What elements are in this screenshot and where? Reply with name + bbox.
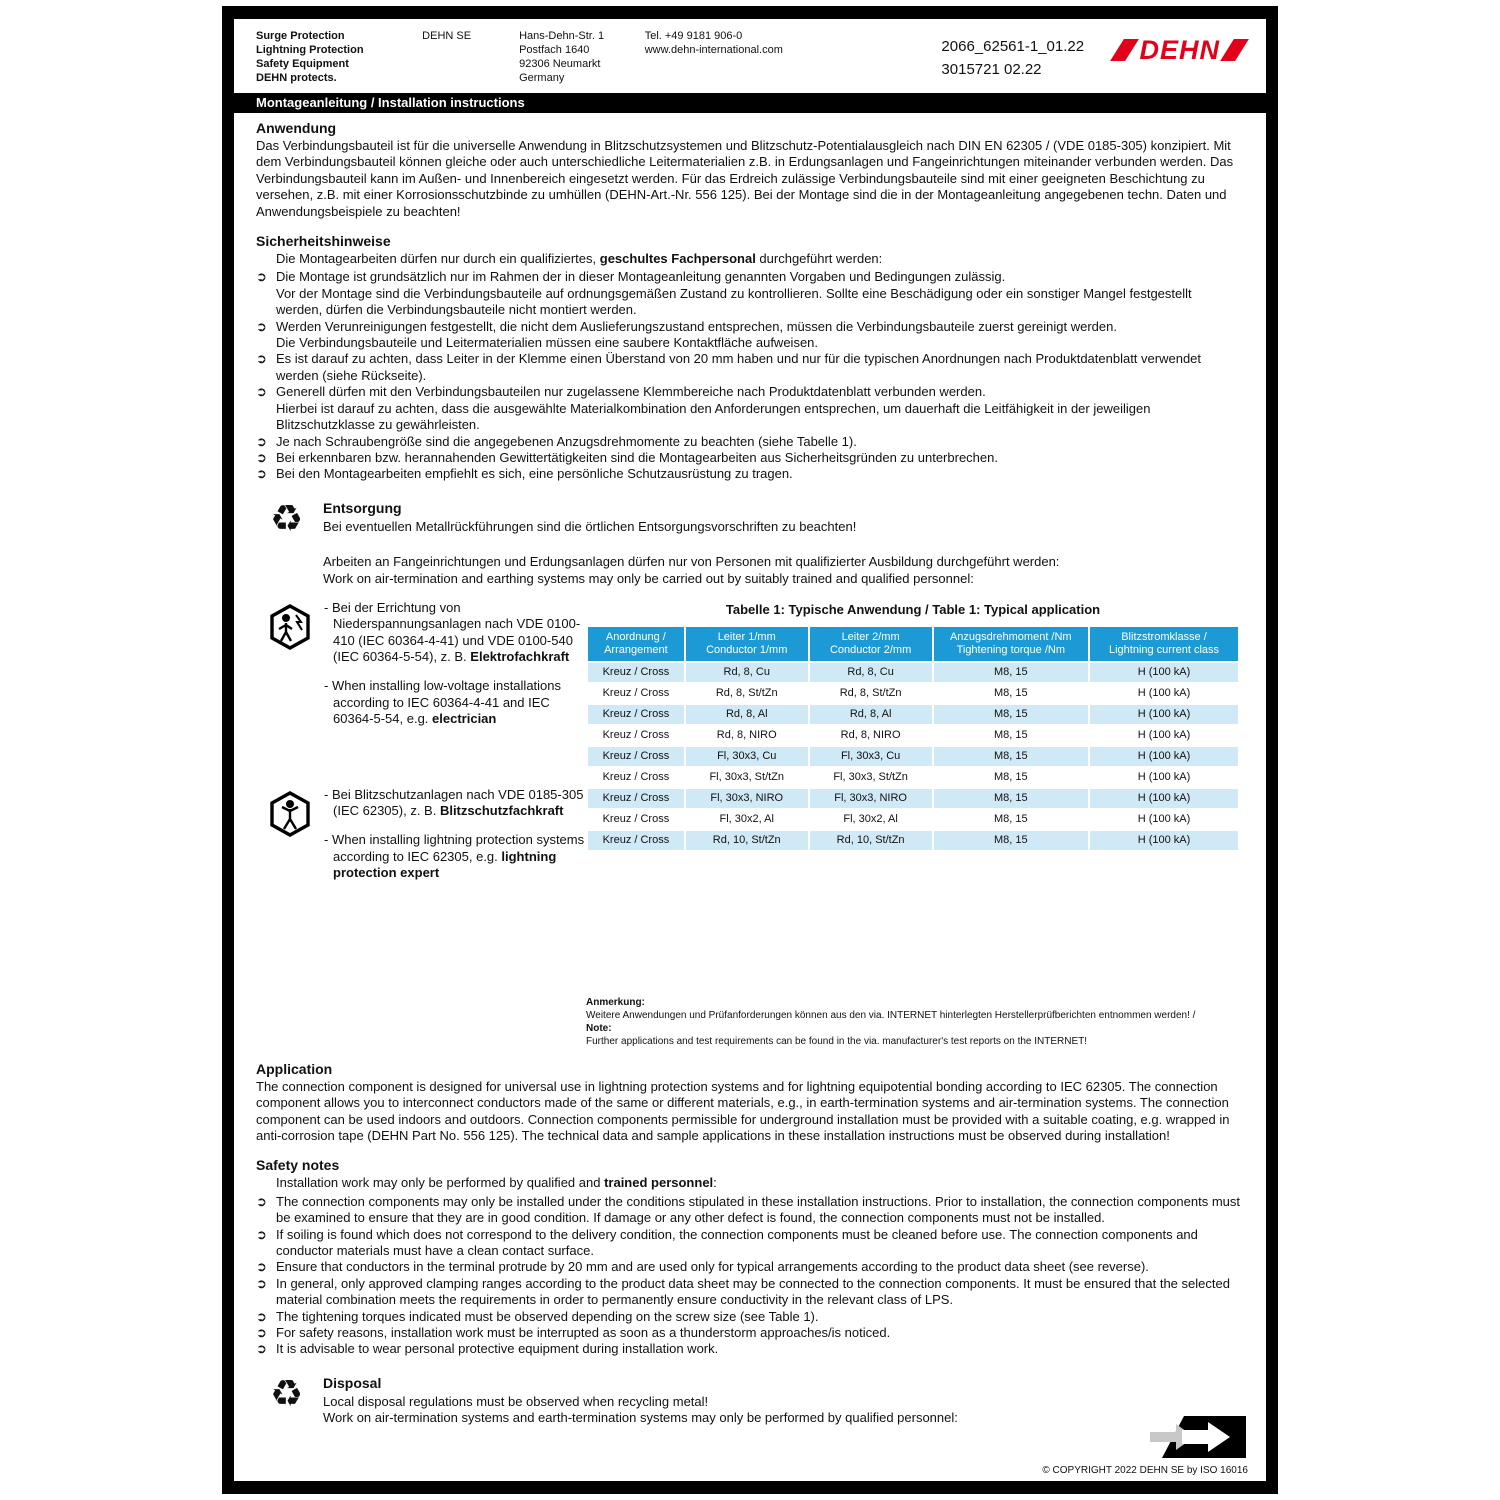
arrow-bullet-icon: ➲ xyxy=(256,1308,267,1324)
bullet-line: The connection components may only be installed under the conditions stipulated in these installation instructions. Prior to installation, the connection components must be examined to ensure that they are in good condition. If damage or any other defect is found, the connection components must not be installed. xyxy=(276,1193,1240,1226)
table-cell: H (100 kA) xyxy=(1089,809,1239,830)
bullet-text xyxy=(276,1194,1240,1227)
letterhead xyxy=(234,19,1266,85)
qualification-de-text: - Bei Blitzschutzanlagen nach VDE 0185-305 (IEC 62305), z. B. xyxy=(324,786,584,818)
bullet-line: Die Montage ist grundsätzlich nur im Rahmen der in dieser Montageanleitung genannten Vorgaben und Bedingungen zulässig. xyxy=(276,269,1006,285)
table-cell: Fl, 30x3, St/tZn xyxy=(685,767,809,788)
qualification-electrician xyxy=(268,600,586,741)
table-row xyxy=(587,830,1239,851)
bullet-line: Die Verbindungsbauteile und Leitermaterialien müssen eine saubere Kontaktfläche aufweisen. xyxy=(276,335,819,351)
bullet-item xyxy=(256,450,1240,466)
address-line: Hans-Dehn-Str. 1 xyxy=(519,30,605,42)
bullet-line: Vor der Montage sind die Verbindungsbauteile auf ordnungsgemäßen Zustand zu kontrollieren. Sollte eine Beschädigung oder ein sonstiger Mangel festgestellt werden, dürfen die Verbindungsbauteile nicht montiert werden. xyxy=(276,285,1192,318)
table-cell: M8, 15 xyxy=(933,662,1089,683)
tagline-line: Lightning Protection xyxy=(256,44,364,56)
table-row xyxy=(587,767,1239,788)
document-body xyxy=(234,120,1266,1427)
qualification-de xyxy=(324,600,586,666)
title-bar xyxy=(234,93,1266,113)
entsorgung-text: Bei eventuellen Metallrückführungen sind die örtlichen Entsorgungsvorschriften zu beachten! xyxy=(323,518,857,534)
arrow-bullet-icon: ➲ xyxy=(256,318,267,334)
table-cell: Kreuz / Cross xyxy=(587,767,685,788)
entsorgung-body xyxy=(323,498,856,540)
company-tagline xyxy=(256,29,422,85)
qualified-note-en: Work on air-termination and earthing systems may only be carried out by suitably trained and qualified personnel: xyxy=(323,570,974,586)
address-line: Germany xyxy=(519,72,565,84)
page-content xyxy=(234,19,1266,1481)
qualification-de xyxy=(324,787,586,820)
table-cell: Kreuz / Cross xyxy=(587,830,685,851)
table-cell: M8, 15 xyxy=(933,725,1089,746)
bullet-line: Generell dürfen mit den Verbindungsbauteilen nur zugelassene Klemmbereiche nach Produktdatenblatt verbunden werden. xyxy=(276,384,986,400)
table-cell: Rd, 8, St/tZn xyxy=(809,683,933,704)
bullet-line: Bei den Montagearbeiten empfiehlt es sich, eine persönliche Schutzausrüstung zu tragen. xyxy=(276,466,793,482)
bullet-line: It is advisable to wear personal protective equipment during installation work. xyxy=(276,1341,719,1357)
table-cell: Rd, 8, NIRO xyxy=(809,725,933,746)
bullet-text xyxy=(276,384,1240,433)
company-contact xyxy=(645,29,942,85)
table-cell: M8, 15 xyxy=(933,746,1089,767)
column-header: Leiter 2/mm Conductor 2/mm xyxy=(809,626,933,662)
qualifications-column xyxy=(256,600,586,1048)
table-row xyxy=(587,704,1239,725)
arrow-bullet-icon: ➲ xyxy=(256,1193,267,1209)
mid-section xyxy=(256,600,1240,1048)
electrician-symbol-icon xyxy=(268,600,314,741)
bullet-line: Werden Verunreinigungen festgestellt, die nicht dem Auslieferungszustand entsprechen, müssen die Verbindungsbauteile zuerst gereinigt werden. xyxy=(276,318,1117,334)
document-number: 2066_62561-1_01.22 xyxy=(941,38,1085,55)
table-cell: H (100 kA) xyxy=(1089,767,1239,788)
anmerkung-label-de: Anmerkung: xyxy=(586,996,645,1008)
dehn-logo xyxy=(1117,35,1242,65)
bullet-line: The tightening torques indicated must be observed depending on the screw size (see Table 1). xyxy=(276,1308,819,1324)
bullet-text xyxy=(276,466,1240,482)
application-paragraph: The connection component is designed for universal use in lightning protection systems and for lightning equipotential bonding according to IEC 62305. The connection component allows you to interconnect conductors made of the same or different materials, e.g., in earth-termination systems and air-termination systems. The connection component can be used indoors and outdoors. Connection components permissible for underground installation must be provided with a suitable coating, e.g. wrapped in anti-corrosion tape (DEHN Part No. 556 125). The technical data and sample applications in these installation instructions must be observed during installation! xyxy=(256,1078,1230,1143)
bullet-item xyxy=(256,1259,1240,1275)
address-line: 92306 Neumarkt xyxy=(519,58,601,70)
qualification-de-text: - Bei der Errichtung von Niederspannungsanlagen nach VDE 0100-410 (IEC 60364-4-41) und VDE 0100-540 (IEC 60364-5-54), z. B. xyxy=(324,599,581,664)
qualification-en xyxy=(324,832,586,881)
arrow-bullet-icon: ➲ xyxy=(256,1259,267,1275)
table-cell: H (100 kA) xyxy=(1089,725,1239,746)
logo-slash-icon xyxy=(1220,39,1249,61)
safety-bullet-list-de xyxy=(256,269,1240,482)
anmerkung-label-en: Note: xyxy=(586,1022,612,1034)
table-cell: H (100 kA) xyxy=(1089,704,1239,725)
entsorgung-section xyxy=(270,498,1240,540)
bullet-line: If soiling is found which does not correspond to the delivery condition, the connection components must be cleaned before use. The connection components and conductor materials must have a clean contact surface. xyxy=(276,1226,1198,1258)
bullet-line: Bei erkennbaren bzw. herannahenden Gewittertätigkeiten sind die Montagearbeiten aus Sicherheitsgründen zu unterbrechen. xyxy=(276,449,998,465)
tagline-line: Safety Equipment xyxy=(256,58,349,70)
bullet-item xyxy=(256,1194,1240,1227)
column-header: Leiter 1/mm Conductor 1/mm xyxy=(685,626,809,662)
qualification-de-bold: Elektrofachkraft xyxy=(470,648,570,664)
table-cell: M8, 15 xyxy=(933,809,1089,830)
section-heading-entsorgung: Entsorgung xyxy=(323,499,402,516)
anwendung-paragraph: Das Verbindungsbauteil ist für die universelle Anwendung in Blitzschutzsystemen und Blitzschutz-Potentialausgleich nach DIN EN 62305 / (VDE 0185-305) konzipiert. Mit dem Verbindungsbauteil können gleiche oder auch unterschiedliche Leitermaterialien z.B. in Erdungsanlagen und Fangeinrichtungen miteinander verbunden werden. Das Verbindungsbauteil kann im Außen- und Innenbereich eingesetzt werden. Für das Erdreich zulässige Verbindungsbauteile sind mit einer geeigneten Beschichtung zu versehen, z.B. mit einer Korrosionsschutzbinde zu umhüllen (DEHN-Art.-Nr. 556 125). Bei der Montage sind die in der Montageanleitung angegebenen techn. Daten und Anwendungsbeispiele zu beachten! xyxy=(256,138,1234,219)
bullet-item xyxy=(256,434,1240,450)
table-cell: M8, 15 xyxy=(933,704,1089,725)
copyright-text: © COPYRIGHT 2022 DEHN SE by ISO 16016 xyxy=(1042,1465,1248,1476)
table-header-row xyxy=(587,626,1239,662)
intro-text: durchgeführt werden: xyxy=(755,251,883,267)
phone-number: Tel. +49 9181 906-0 xyxy=(644,30,743,42)
bullet-item xyxy=(256,1309,1240,1325)
bullet-item xyxy=(256,269,1240,318)
table-cell: Rd, 8, NIRO xyxy=(685,725,809,746)
table-row xyxy=(587,683,1239,704)
table-cell: H (100 kA) xyxy=(1089,830,1239,851)
table-body xyxy=(587,662,1239,851)
table-row xyxy=(587,809,1239,830)
table-cell: Fl, 30x3, NIRO xyxy=(685,788,809,809)
table-cell: Rd, 8, St/tZn xyxy=(685,683,809,704)
sicherheitshinweise-intro xyxy=(256,251,1240,267)
qualification-en-bold: lightning protection expert xyxy=(333,848,557,881)
qualified-note-de: Arbeiten an Fangeinrichtungen und Erdungsanlagen dürfen nur von Personen mit qualifizierter Ausbildung durchgeführt werden: xyxy=(323,553,1060,569)
qualification-de-bold: Blitzschutzfachkraft xyxy=(439,802,564,818)
bullet-item xyxy=(256,351,1240,384)
safety-bullet-list-en xyxy=(256,1194,1240,1358)
document-numbers xyxy=(941,29,1117,85)
section-heading-anwendung: Anwendung xyxy=(256,120,337,136)
disposal-section xyxy=(270,1373,1240,1427)
table-cell: M8, 15 xyxy=(933,767,1089,788)
arrow-bullet-icon: ➲ xyxy=(256,384,267,400)
section-heading-disposal: Disposal xyxy=(323,1374,382,1391)
table-cell: Fl, 30x3, St/tZn xyxy=(809,767,933,788)
table-cell: Fl, 30x3, Cu xyxy=(809,746,933,767)
table-cell: Rd, 8, Al xyxy=(685,704,809,725)
table-title: Tabelle 1: Typische Anwendung / Table 1: Typical application xyxy=(725,601,1101,617)
dehn-arrow-logo xyxy=(1148,1414,1248,1460)
disposal-line: Work on air-termination systems and earth-termination systems may only be performed by qualified personnel: xyxy=(323,1410,958,1426)
qualification-text xyxy=(324,787,586,895)
bullet-text xyxy=(276,1309,1240,1325)
arrow-bullet-icon: ➲ xyxy=(256,1226,267,1242)
column-header: Anzugsdrehmoment /Nm Tightening torque /Nm xyxy=(933,626,1089,662)
qualification-text xyxy=(324,600,586,741)
logo-wordmark: DEHN xyxy=(1139,35,1220,65)
table-cell: Kreuz / Cross xyxy=(587,683,685,704)
disposal-line: Local disposal regulations must be observed when recycling metal! xyxy=(323,1393,709,1409)
intro-text: : xyxy=(713,1175,717,1191)
bullet-line: In general, only approved clamping ranges according to the product data sheet may be connected to the connection components. It must be ensured that the selected material combination meets the requirements in order to permanently ensure conductivity in the relevant class of LPS. xyxy=(276,1275,1230,1308)
qualification-lightning-expert xyxy=(268,787,586,895)
safety-notes-intro xyxy=(256,1175,1240,1191)
arrow-bullet-icon: ➲ xyxy=(256,449,267,465)
qualification-en-text: - When installing lightning protection systems according to IEC 62305, e.g. xyxy=(324,832,585,864)
table-cell: M8, 15 xyxy=(933,788,1089,809)
section-heading-safety-notes: Safety notes xyxy=(256,1157,340,1174)
section-heading-application: Application xyxy=(256,1060,333,1077)
bullet-item xyxy=(256,1276,1240,1309)
table-cell: Fl, 30x2, Al xyxy=(809,809,933,830)
recycle-icon: ♻ xyxy=(270,1372,304,1414)
typical-application-table xyxy=(586,625,1240,852)
table-cell: Kreuz / Cross xyxy=(587,809,685,830)
bullet-line: Hierbei ist darauf zu achten, dass die ausgewählte Materialkombination den Anforderungen entsprechen, um dauerhaft die Leitfähigkeit in der jeweiligen Blitzschutzklasse zu gewährleisten. xyxy=(276,400,1151,433)
intro-bold-text: trained personnel xyxy=(604,1175,714,1191)
bullet-line: Es ist darauf zu achten, dass Leiter in der Klemme einen Überstand von 20 mm haben und nur für die typischen Anordnungen nach Produktdatenblatt verwendet werden (siehe Rückseite). xyxy=(276,351,1202,383)
table-row xyxy=(587,662,1239,683)
section-heading-sicherheitshinweise: Sicherheitshinweise xyxy=(256,233,391,250)
table-cell: Kreuz / Cross xyxy=(587,746,685,767)
table-row xyxy=(587,725,1239,746)
table-cell: H (100 kA) xyxy=(1089,662,1239,683)
bullet-text xyxy=(276,319,1240,352)
document-number: 3015721 02.22 xyxy=(941,61,1042,78)
table-row xyxy=(587,788,1239,809)
website-url: www.dehn-international.com xyxy=(644,44,783,56)
bullet-text xyxy=(276,1276,1240,1309)
qualified-personnel-note xyxy=(323,553,1240,587)
bullet-item xyxy=(256,466,1240,482)
bullet-text xyxy=(276,450,1240,466)
bullet-item xyxy=(256,1227,1240,1260)
recycle-icon: ♻ xyxy=(270,497,304,539)
arrow-bullet-icon: ➲ xyxy=(256,433,267,449)
bullet-text xyxy=(276,434,1240,450)
intro-text: Die Montagearbeiten dürfen nur durch ein qualifiziertes, xyxy=(276,251,600,267)
bullet-line: For safety reasons, installation work must be interrupted as soon as a thunderstorm approaches/is noticed. xyxy=(276,1325,891,1340)
bullet-item xyxy=(256,1325,1240,1341)
bullet-text xyxy=(276,1259,1240,1275)
bullet-text xyxy=(276,351,1240,384)
document-page xyxy=(222,6,1278,1494)
arrow-bullet-icon: ➲ xyxy=(256,1341,267,1357)
tagline-line: DEHN protects. xyxy=(256,72,337,84)
table-cell: Rd, 8, Cu xyxy=(809,662,933,683)
bullet-item xyxy=(256,319,1240,352)
bullet-item xyxy=(256,1341,1240,1357)
arrow-bullet-icon: ➲ xyxy=(256,269,267,285)
table-cell: M8, 15 xyxy=(933,830,1089,851)
bullet-line: Ensure that conductors in the terminal protrude by 20 mm and are used only for typical arrangements according to the product data sheet (see reverse). xyxy=(276,1259,1149,1275)
document-title: Montageanleitung / Installation instructions xyxy=(256,95,525,110)
address-line: Postfach 1640 xyxy=(519,44,590,56)
bullet-text xyxy=(276,1227,1240,1260)
qualification-en-bold: electrician xyxy=(432,711,497,727)
table-cell: Fl, 30x3, Cu xyxy=(685,746,809,767)
lightning-protection-expert-icon xyxy=(268,787,314,895)
table-cell: Rd, 10, St/tZn xyxy=(685,830,809,851)
arrow-bullet-icon: ➲ xyxy=(256,1275,267,1291)
table-cell: M8, 15 xyxy=(933,683,1089,704)
arrow-bullet-icon: ➲ xyxy=(256,351,267,367)
bullet-text xyxy=(276,1341,1240,1357)
table-cell: H (100 kA) xyxy=(1089,788,1239,809)
table-row xyxy=(587,746,1239,767)
anmerkung-note xyxy=(586,996,1240,1048)
company-name: DEHN SE xyxy=(422,30,472,42)
company-address xyxy=(519,29,645,85)
table-cell: Kreuz / Cross xyxy=(587,725,685,746)
table-cell: Rd, 8, Al xyxy=(809,704,933,725)
arrow-bullet-icon: ➲ xyxy=(256,466,267,482)
table-cell: H (100 kA) xyxy=(1089,746,1239,767)
table-cell: H (100 kA) xyxy=(1089,683,1239,704)
table-cell: Fl, 30x2, Al xyxy=(685,809,809,830)
bullet-text xyxy=(276,1325,1240,1341)
table-cell: Kreuz / Cross xyxy=(587,662,685,683)
intro-bold-text: geschultes Fachpersonal xyxy=(599,251,756,267)
anmerkung-text-en: Further applications and test requirements can be found in the via. manufacturer's test reports on the INTERNET! xyxy=(586,1035,1088,1047)
arrow-bullet-icon: ➲ xyxy=(256,1325,267,1340)
column-header: Blitzstromklasse / Lightning current class xyxy=(1089,626,1239,662)
qualification-en-text: - When installing low-voltage installations according to IEC 60364-4-41 and IEC 60364-5-54, e.g. xyxy=(324,678,562,727)
bullet-item xyxy=(256,384,1240,433)
anmerkung-text-de: Weitere Anwendungen und Prüfanforderungen können aus den via. INTERNET hinterlegten Herstellerprüfberichten entnommen werden! / xyxy=(586,1009,1196,1021)
table-cell: Rd, 10, St/tZn xyxy=(809,830,933,851)
table-cell: Fl, 30x3, NIRO xyxy=(809,788,933,809)
disposal-body xyxy=(323,1373,958,1427)
table-cell: Kreuz / Cross xyxy=(587,704,685,725)
bullet-line: Je nach Schraubengröße sind die angegebenen Anzugsdrehmomente zu beachten (siehe Tabelle 1). xyxy=(276,433,857,449)
qualification-en xyxy=(324,678,586,727)
table-cell: Kreuz / Cross xyxy=(587,788,685,809)
tagline-line: Surge Protection xyxy=(256,30,345,42)
intro-text: Installation work may only be performed by qualified and xyxy=(276,1175,605,1191)
table-column xyxy=(586,600,1240,1048)
bullet-text xyxy=(276,269,1240,318)
column-header: Anordnung / Arrangement xyxy=(587,626,685,662)
table-cell: Rd, 8, Cu xyxy=(685,662,809,683)
